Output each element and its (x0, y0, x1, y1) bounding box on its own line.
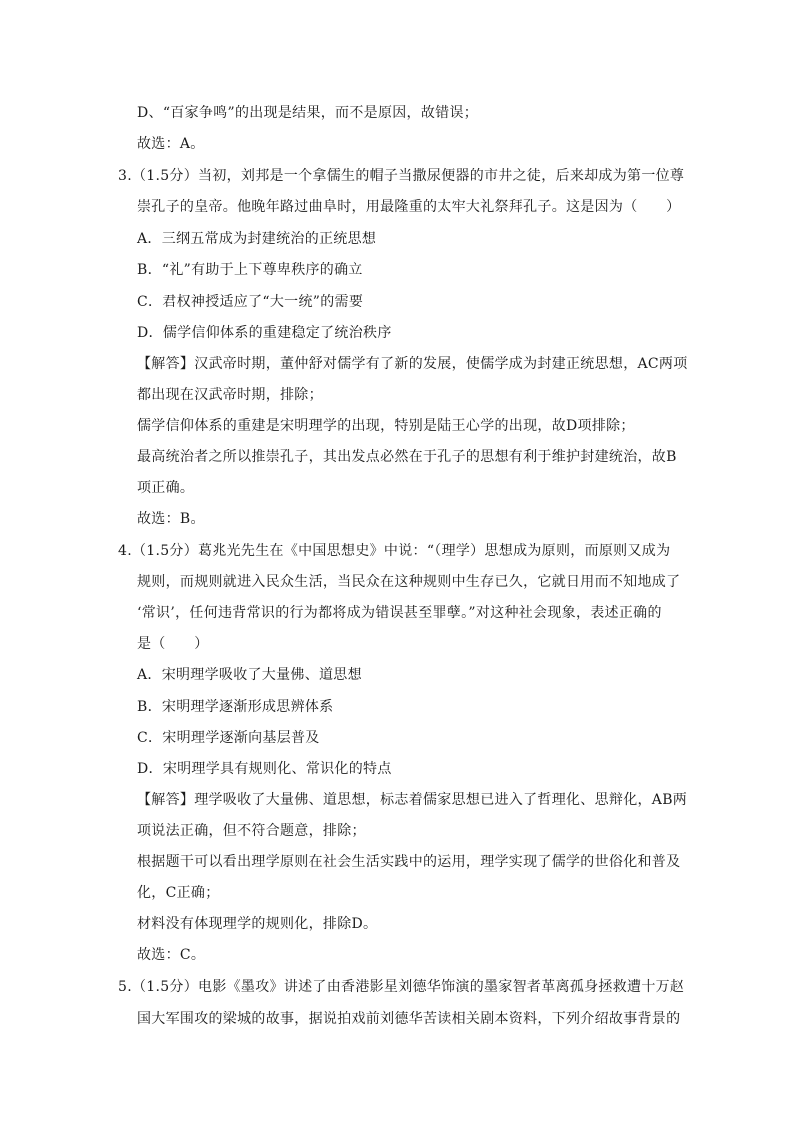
answer-explanation: 【解答】汉武帝时期，董仲舒对儒学有了新的发展，使儒学成为封建正统思想，AC两项 (137, 356, 688, 372)
option-d: D．儒学信仰体系的重建稳定了统治秩序 (137, 325, 392, 341)
text-line: 都出现在汉武帝时期，排除； (137, 387, 323, 403)
answer-choice: 故选：C。 (137, 947, 206, 963)
text-line: 故选：A。 (137, 136, 205, 152)
answer-explanation: 【解答】理学吸收了大量佛、道思想，标志着儒家思想已进入了哲理化、思辩化，AB两 (137, 792, 688, 808)
option-a: A．宋明理学吸收了大量佛、道思想 (137, 667, 362, 683)
option-b: B．“礼”有助于上下尊卑秩序的确立 (137, 262, 363, 278)
text-line: 最高统治者之所以推崇孔子，其出发点必然在于孔子的思想有利于维护封建统治，故B (137, 449, 677, 465)
text-line: 项说法正确，但不符合题意，排除； (137, 823, 366, 839)
option-d: D．宋明理学具有规则化、常识化的特点 (137, 761, 392, 777)
question-5-stem: 5.（1.5分）电影《墨攻》讲述了由香港影星刘德华饰演的墨家智者革离孤身拯救遭十万赵 (118, 979, 685, 995)
text-line: 儒学信仰体系的重建是宋明理学的出现，特别是陆王心学的出现，故D项排除； (137, 418, 635, 434)
question-3-stem: 3.（1.5分）当初，刘邦是一个拿儒生的帽子当撒尿便器的市井之徒，后来却成为第一位尊 (118, 168, 685, 184)
option-a: A．三纲五常成为封建统治的正统思想 (137, 231, 377, 247)
option-c: C．君权神授适应了“大一统”的需要 (137, 294, 364, 310)
text-line: ‘常识’，任何违背常识的行为都将成为错误甚至罪孽。”对这种社会现象，表述正确的 (137, 605, 662, 621)
option-c: C．宋明理学逐渐向基层普及 (137, 730, 320, 746)
text-line: 规则，而规则就进入民众生活，当民众在这种规则中生存已久，它就日用而不知地成了 (137, 574, 681, 590)
answer-choice: 故选：B。 (137, 511, 205, 527)
option-b: B．宋明理学逐渐形成思辨体系 (137, 699, 334, 715)
text-line: 是（ ） (137, 636, 209, 652)
text-line: 材料没有体现理学的规则化，排除D。 (137, 916, 378, 932)
question-4-stem: 4.（1.5分）葛兆光先生在《中国思想史》中说：“（理学）思想成为原则，而原则又成为 (118, 543, 671, 559)
text-line: 国大军围攻的梁城的故事，据说拍戏前刘德华苦读相关剧本资料，下列介绍故事背景的 (137, 1011, 681, 1027)
text-line: 根据题干可以看出理学原则在社会生活实践中的运用，理学实现了儒学的世俗化和普及 (137, 854, 681, 870)
text-line: 化，C正确； (137, 885, 220, 901)
text-line: 崇孔子的皇帝。他晚年路过曲阜时，用最隆重的太牢大礼祭拜孔子。这是因为（ ） (137, 199, 681, 215)
text-line: 项正确。 (137, 480, 195, 496)
text-line: D、“百家争鸣”的出现是结果，而不是原因，故错误； (137, 105, 479, 121)
